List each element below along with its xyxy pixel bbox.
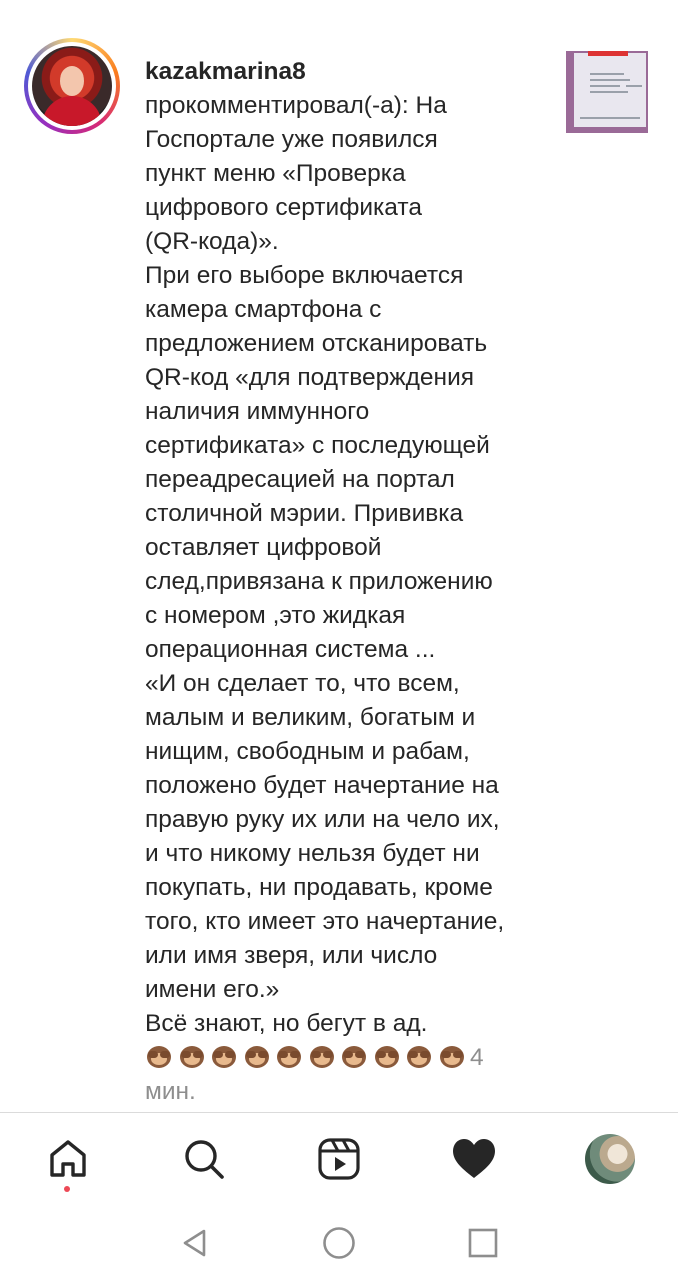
tab-profile[interactable] xyxy=(580,1131,640,1187)
comment-line: «И он сделает то, что всем, xyxy=(145,670,460,697)
comment-line: оставляет цифровой xyxy=(145,534,382,561)
comment-line: столичной мэрии. Прививка xyxy=(145,500,464,527)
post-thumbnail[interactable] xyxy=(566,51,648,133)
comment-line: имени его.» xyxy=(145,976,280,1003)
comment-line: пункт меню «Проверка xyxy=(145,160,406,187)
notification-text xyxy=(145,55,540,1109)
see-no-evil-monkey-emoji xyxy=(145,1044,173,1068)
comment-line: Всё знают, но бегут в ад. xyxy=(145,1010,428,1037)
comment-line: с номером ,это жидкая xyxy=(145,602,406,629)
see-no-evil-monkey-emoji xyxy=(438,1044,466,1068)
comment-line: предложением отсканировать xyxy=(145,330,488,357)
comment-line: операционная система ... xyxy=(145,636,436,663)
home-icon xyxy=(45,1136,91,1182)
see-no-evil-monkey-emoji xyxy=(275,1044,303,1068)
see-no-evil-monkey-emoji xyxy=(178,1044,206,1068)
comment-line: правую руку их или на чело их, xyxy=(145,806,500,833)
see-no-evil-monkey-emoji xyxy=(340,1044,368,1068)
comment-line: прокомментировал(-а): На xyxy=(145,92,447,119)
user-avatar[interactable] xyxy=(24,38,120,134)
comment-line: или имя зверя, или число xyxy=(145,942,438,969)
notification-badge xyxy=(64,1186,70,1192)
username-link[interactable]: kazakmarina8 xyxy=(145,58,306,85)
tab-reels[interactable] xyxy=(309,1131,369,1187)
home-circle-icon xyxy=(321,1225,357,1261)
heart-icon xyxy=(450,1136,498,1182)
timestamp-unit: мин. xyxy=(145,1078,196,1105)
comment-line: малым и великим, богатым и xyxy=(145,704,476,731)
see-no-evil-monkey-emoji xyxy=(373,1044,401,1068)
recents-square-icon xyxy=(466,1226,500,1260)
comment-line: след,привязана к приложению xyxy=(145,568,493,595)
comment-line: и что никому нельзя будет ни xyxy=(145,840,480,867)
back-button[interactable] xyxy=(172,1221,216,1265)
comment-line: переадресацией на портал xyxy=(145,466,455,493)
reels-icon xyxy=(316,1136,362,1182)
system-home-button[interactable] xyxy=(317,1221,361,1265)
comment-line: сертификата» с последующей xyxy=(145,432,490,459)
tab-activity[interactable] xyxy=(444,1131,504,1187)
comment-line: того, кто имеет это начертание, xyxy=(145,908,505,935)
bottom-tab-bar xyxy=(0,1113,678,1203)
tab-search[interactable] xyxy=(174,1131,234,1187)
comment-line: Госпортале уже появился xyxy=(145,126,438,153)
recents-button[interactable] xyxy=(461,1221,505,1265)
comment-line: (QR-кода)». xyxy=(145,228,279,255)
comment-line: QR-код «для подтверждения xyxy=(145,364,475,391)
timestamp: 4 xyxy=(470,1044,484,1071)
comment-line: камера смартфона с xyxy=(145,296,382,323)
comment-line: При его выборе включается xyxy=(145,262,464,289)
see-no-evil-monkey-emoji xyxy=(210,1044,238,1068)
system-navigation-bar xyxy=(0,1203,678,1280)
tab-home[interactable] xyxy=(38,1131,98,1187)
see-no-evil-monkey-emoji xyxy=(308,1044,336,1068)
search-icon xyxy=(181,1136,227,1182)
comment-line: нищим, свободным и рабам, xyxy=(145,738,470,765)
emoji-row xyxy=(145,1041,540,1075)
see-no-evil-monkey-emoji xyxy=(243,1044,271,1068)
comment-line: наличия иммунного xyxy=(145,398,370,425)
comment-line: положено будет начертание на xyxy=(145,772,499,799)
see-no-evil-monkey-emoji xyxy=(405,1044,433,1068)
profile-avatar xyxy=(585,1134,635,1184)
comment-line: покупать, ни продавать, кроме xyxy=(145,874,493,901)
back-triangle-icon xyxy=(177,1226,211,1260)
comment-line: цифрового сертификата xyxy=(145,194,422,221)
